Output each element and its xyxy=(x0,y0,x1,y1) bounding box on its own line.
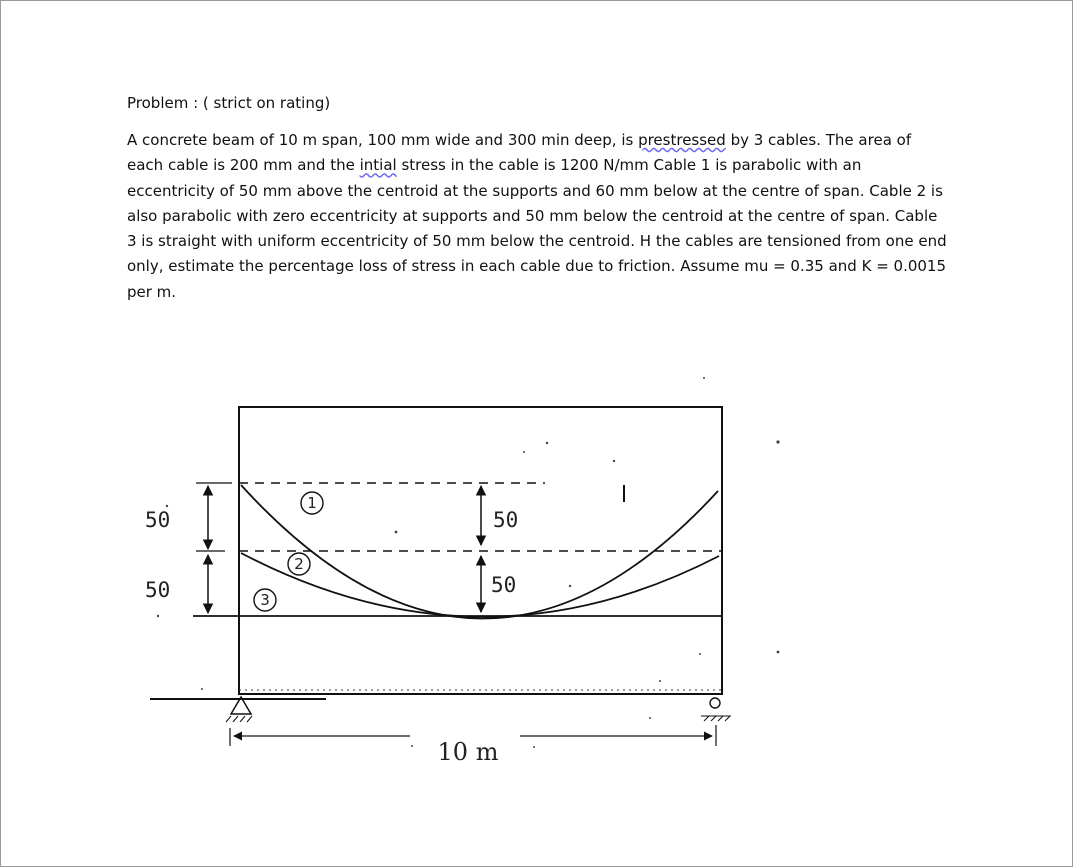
cable-2-label: 2 xyxy=(294,555,304,573)
cable-1-label: 1 xyxy=(307,494,317,512)
text-segment: A concrete beam of 10 m span, 100 mm wide and 300 min deep, is xyxy=(127,131,639,149)
cable-2-parabola xyxy=(241,553,719,617)
right-roller-support xyxy=(710,698,720,708)
scan-specks xyxy=(157,377,780,748)
spellcheck-word: prestressed xyxy=(638,131,726,149)
spellcheck-word: intial xyxy=(359,156,397,175)
right-support-hatch xyxy=(701,716,731,721)
mid-dim-lower-label: 50 xyxy=(491,573,517,597)
left-support-hatch xyxy=(226,716,252,722)
mid-dim-upper-label: 50 xyxy=(493,508,519,532)
text-segment: by 3 cables. The area of each cable is 200 mm and the xyxy=(127,131,912,175)
problem-heading: Problem : ( strict on rating) xyxy=(127,94,331,112)
left-dim-upper-label: 50 xyxy=(145,508,171,532)
cable-3-label: 3 xyxy=(260,591,270,609)
span-label: 10 m xyxy=(437,738,499,766)
text-segment: stress in the cable is 1200 N/mm Cable 1 is parabolic with an eccentricity of 50 mm above the centroid at the supports and 60 mm below at the centre of span. Cable 2 is also parabolic with zero eccentricity at supports and 50 mm below the centroid at the centre of span. Cable 3 is straight with uniform eccentricity of 50 mm below the centroid. H the cables are tensioned from one end only, estimate the percentage loss of stress in each cable due to friction. Assume mu = 0.35 and K = 0.0015 per m. xyxy=(127,156,947,301)
left-dim-lower-label: 50 xyxy=(145,578,171,602)
